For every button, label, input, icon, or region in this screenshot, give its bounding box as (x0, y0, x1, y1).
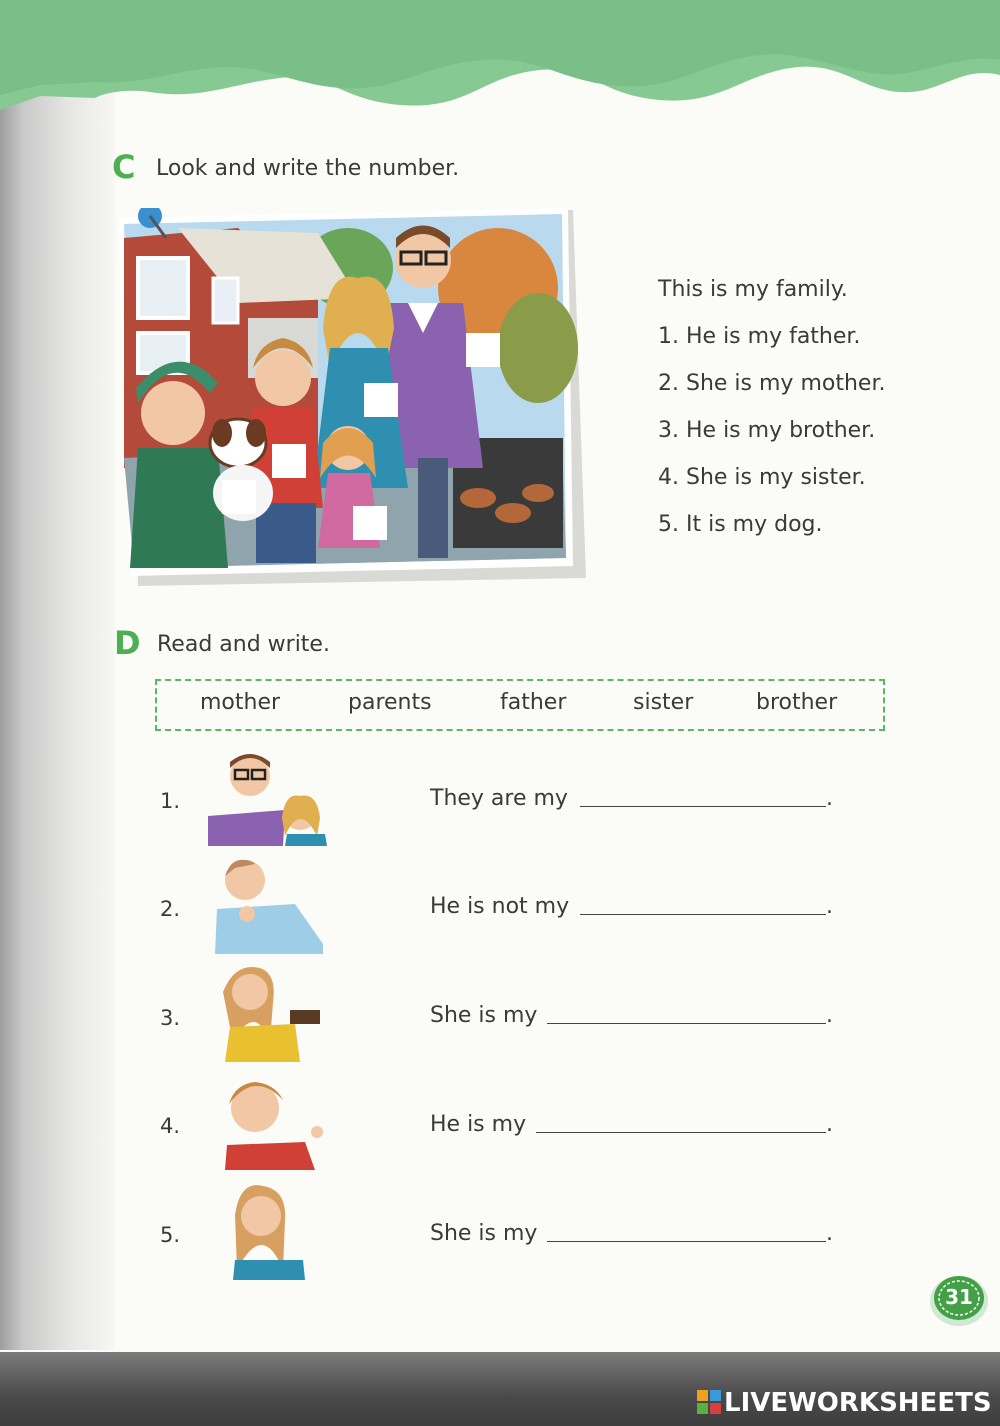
section-c-letter: C (112, 148, 136, 186)
statement-item: 4. She is my sister. (658, 465, 866, 490)
row-period: . (826, 786, 833, 811)
row-period: . (826, 1221, 833, 1246)
book-spine-shadow (0, 0, 115, 1350)
parents-picture (205, 746, 330, 846)
answer-box-father[interactable] (466, 333, 500, 367)
answer-box-dog[interactable] (222, 480, 256, 514)
liveworksheets-logo-icon (697, 1390, 721, 1414)
row-number: 2. (160, 897, 181, 921)
page-number: 31 (945, 1285, 973, 1309)
row-period: . (826, 1003, 833, 1028)
row-sentence: He is not my (430, 894, 570, 919)
row-sentence: They are my (430, 786, 568, 811)
mother-picture (205, 1180, 330, 1280)
brother-picture (205, 1070, 330, 1170)
family-statements (658, 266, 885, 548)
statement-item: 1. He is my father. (658, 324, 861, 349)
answer-line[interactable] (547, 1023, 826, 1024)
statement-item: 5. It is my dog. (658, 512, 823, 537)
word-bank-word: parents (348, 690, 432, 715)
row-period: . (826, 1112, 833, 1137)
row-number: 3. (160, 1006, 181, 1030)
row-sentence: He is my (430, 1112, 527, 1137)
row-number: 1. (160, 789, 181, 813)
answer-line[interactable] (536, 1132, 826, 1133)
row-sentence: She is my (430, 1003, 538, 1028)
word-bank-word: father (500, 690, 567, 715)
word-bank-word: mother (200, 690, 281, 715)
statement-item: 3. He is my brother. (658, 418, 876, 443)
statement-intro: This is my family. (658, 277, 848, 302)
answer-line[interactable] (580, 806, 826, 807)
top-green-banner (0, 0, 1000, 120)
page-number-badge (929, 1271, 989, 1327)
section-d-title: Read and write. (157, 632, 330, 657)
row-sentence: She is my (430, 1221, 538, 1246)
answer-line[interactable] (580, 914, 826, 915)
word-bank-word: sister (633, 690, 694, 715)
grandfather-picture (205, 854, 330, 954)
row-period: . (826, 894, 833, 919)
word-bank-word: brother (756, 690, 838, 715)
answer-box-mother[interactable] (364, 383, 398, 417)
section-c-title: Look and write the number. (156, 156, 460, 181)
answer-box-sister[interactable] (353, 506, 387, 540)
sister-picture (205, 962, 330, 1062)
answer-box-brother[interactable] (272, 444, 306, 478)
statement-item: 2. She is my mother. (658, 371, 886, 396)
row-number: 4. (160, 1114, 181, 1138)
row-number: 5. (160, 1223, 181, 1247)
section-d-letter: D (114, 624, 141, 662)
liveworksheets-watermark: LIVEWORKSHEETS (724, 1388, 992, 1418)
answer-line[interactable] (547, 1241, 826, 1242)
